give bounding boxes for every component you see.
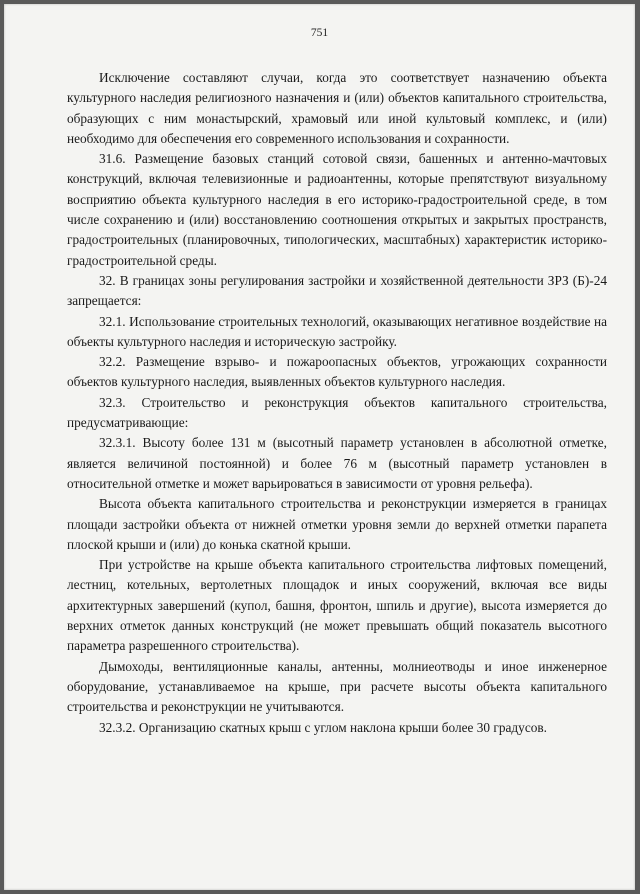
paragraph-chimneys: Дымоходы, вентиляционные каналы, антенны, молниеотводы и иное инженерное оборудование, устанавливаемое на крыше, при расчете высоты объекта капитального строительства и реконструкции не учитываются. [67, 658, 607, 715]
paragraph-32-3-2: 32.3.2. Организацию скатных крыш с углом наклона крыши более 30 градусов. [99, 719, 547, 735]
paragraph-32-3-1: 32.3.1. Высоту более 131 м (высотный параметр установлен в абсолютной отметке, является величиной постоянной) и более 76 м (высотный параметр установлен в относительной отметке и может варьироваться в зависимости от уровня рельефа). [67, 435, 607, 491]
paragraph-31-6: 31.6. Размещение базовых станций сотовой связи, башенных и антенно-мачтовых конструкций, включая телевизионные и радиоантенны, которые препятствуют визуальному восприятию объекта культурного наследия в его историко-градостроительной среде, в том числе сохранению и (или) восстановлению соотношения открытых и закрытых пространств, градостроительных (планировочных, типологических, масштабных) характеристик историко-градостроительной среды. [67, 151, 607, 268]
page-number: 751 [310, 27, 329, 39]
paragraph-32-3: 32.3. Строительство и реконструкция объектов капитального строительства, предусматривающие: [67, 394, 607, 431]
paragraph-height-measure: Высота объекта капитального строительства и реконструкции измеряется в границах площади застройки объекта от нижней отметки уровня земли до верхней отметки парапета плоской крыши и (или) до конька скатной крыши. [67, 496, 607, 552]
document-page [4, 4, 635, 890]
paragraph-32-2: 32.2. Размещение взрыво- и пожароопасных объектов, угрожающих сохранности объектов культурного наследия, выявленных объектов культурного наследия. [67, 354, 607, 390]
document-body [67, 68, 607, 738]
paragraph-roof-structures: При устройстве на крыше объекта капитального строительства лифтовых помещений, лестниц, котельных, вертолетных площадок и иных сооружений, включая все виды архитектурных завершений (купол, башня, фронтон, шпиль и другие), высота измеряется до верхних отметок данных конструкций (не может превышать общий показатель высотного параметра разрешенного строительства). [67, 557, 607, 654]
paragraph-exception: Исключение составляют случаи, когда это соответствует назначению объекта культурного наследия религиозного назначения и (или) объектов капитального строительства, образующих с ним монастырский, храмовый или иной культовый комплекс, и (или) необходимо для обеспечения его современного использования и сохранности. [67, 70, 607, 146]
paragraph-32: 32. В границах зоны регулирования застройки и хозяйственной деятельности ЗРЗ (Б)-24 запрещается: [67, 272, 607, 309]
paragraph-32-1: 32.1. Использование строительных технологий, оказывающих негативное воздействие на объекты культурного наследия и историческую застройку. [67, 313, 607, 349]
